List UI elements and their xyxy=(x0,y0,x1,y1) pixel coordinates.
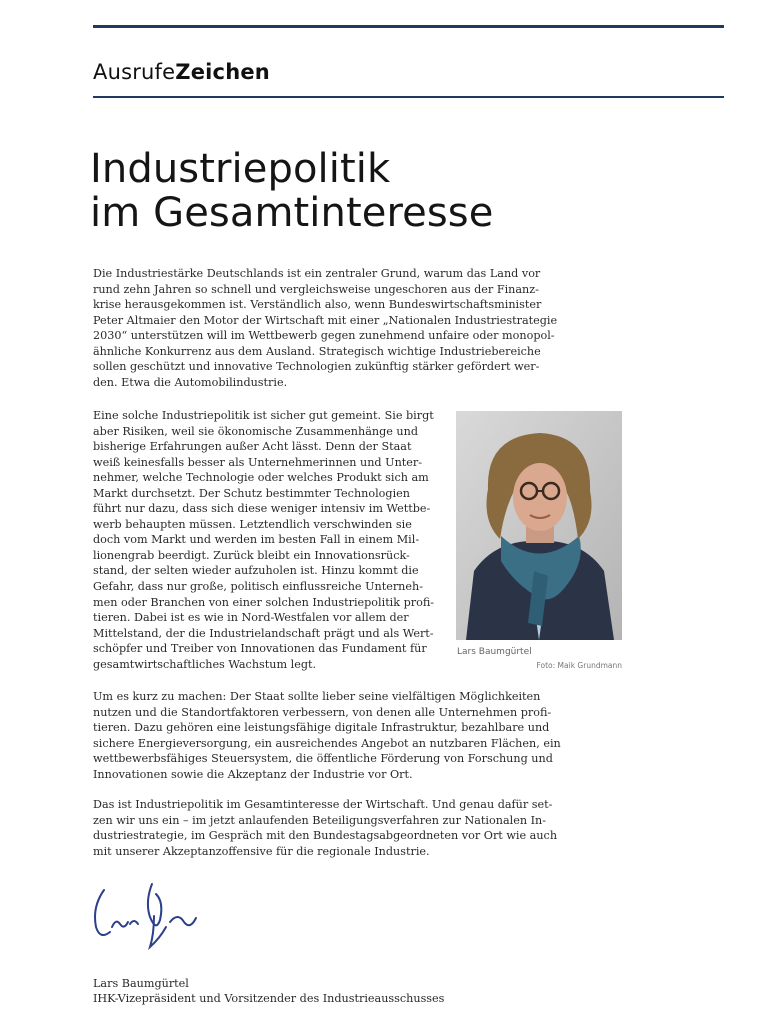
text-line: gesamtwirtschaftliches Wachstum legt. xyxy=(93,657,317,671)
paragraph-closing xyxy=(93,797,557,859)
text-line: dustriestrategie, im Gespräch mit den Bundestagsabgeordneten vor Ort wie auch xyxy=(93,829,558,843)
paragraph-intro xyxy=(93,266,557,390)
paragraph-conclusion xyxy=(93,689,561,782)
paragraph-risks xyxy=(93,408,434,672)
photo-credit: Foto: Maik Grundmann xyxy=(536,661,622,670)
text-line: sollen geschützt und innovative Technologien zukünftig stärker gefördert wer- xyxy=(93,360,540,374)
text-line: Eine solche Industriepolitik ist sicher gut gemeint. Sie birgt xyxy=(93,409,434,422)
text-line: Mittelstand, der die Industrielandschaft prägt und als Wert- xyxy=(93,626,434,640)
text-line: stand, der selten wieder aufzuholen ist. Hinzu kommt die xyxy=(93,564,419,578)
photo-caption: Lars Baumgürtel xyxy=(457,647,532,657)
text-line: Gefahr, dass nur große, politisch einflussreiche Unterneh- xyxy=(93,580,423,594)
text-line: Peter Altmaier den Motor der Wirtschaft mit einer „Nationalen Industriestrategie xyxy=(93,313,558,327)
text-line: tieren. Dazu gehören eine leistungsfähige digitale Infrastruktur, bezahlbare und xyxy=(93,721,550,735)
text-line: rund zehn Jahren so schnell und vergleichsweise ungeschoren aus der Finanz- xyxy=(93,282,539,296)
text-line: Um es kurz zu machen: Der Staat sollte lieber seine vielfältigen Möglichkeiten xyxy=(93,690,541,703)
text-line: men oder Branchen von einer solchen Industriepolitik profi- xyxy=(93,595,435,609)
text-line: zen wir uns ein – im jetzt anlaufenden Beteiligungsverfahren zur Nationalen In- xyxy=(93,813,546,827)
text-line: bisherige Erfahrungen außer Acht lässt. Denn der Staat xyxy=(93,440,412,454)
brand-part-1: Ausrufe xyxy=(93,60,176,84)
text-line: mit unserer Akzeptanzoffensive für die regionale Industrie. xyxy=(93,844,430,858)
brand-part-2: Zeichen xyxy=(175,60,270,84)
text-line: nutzen und die Standortfaktoren verbessern, von denen alle Unternehmen profi- xyxy=(93,705,552,719)
text-line: schöpfer und Treiber von Innovationen das Fundament für xyxy=(93,642,427,656)
top-rule xyxy=(93,25,724,28)
signer-name: Lars Baumgürtel xyxy=(93,977,189,990)
portrait-photo xyxy=(456,411,622,640)
text-line: nehmer, welche Technologie oder welches Produkt sich am xyxy=(93,471,429,485)
text-line: lionengrab beerdigt. Zurück bleibt ein Innovationsrück- xyxy=(93,548,410,562)
text-line: wettbewerbsfähiges Steuersystem, die öffentliche Förderung von Forschung und xyxy=(93,752,553,766)
text-line: doch vom Markt und werden im besten Fall in einem Mil- xyxy=(93,533,420,547)
title-line-2: im Gesamtinteresse xyxy=(90,190,494,236)
brand-logo xyxy=(93,62,270,83)
handwritten-signature xyxy=(90,872,210,952)
header-rule xyxy=(93,96,724,98)
text-line: Markt durchsetzt. Der Schutz bestimmter Technologien xyxy=(93,486,410,500)
title-line-1: Industriepolitik xyxy=(90,146,391,192)
text-line: Innovationen sowie die Akzeptanz der Industrie vor Ort. xyxy=(93,767,413,781)
text-line: ähnliche Konkurrenz aus dem Ausland. Strategisch wichtige Industriebereiche xyxy=(93,344,541,358)
text-line: den. Etwa die Automobilindustrie. xyxy=(93,375,288,389)
text-line: weiß keinesfalls besser als Unternehmerinnen und Unter- xyxy=(93,455,423,469)
text-line: führt nur dazu, dass sich diese weniger intensiv im Wettbe- xyxy=(93,502,431,516)
text-line: Das ist Industriepolitik im Gesamtinteresse der Wirtschaft. Und genau dafür set- xyxy=(93,798,553,811)
text-line: 2030“ unterstützen will im Wettbewerb gegen zunehmend unfaire oder monopol- xyxy=(93,329,555,343)
text-line: Die Industriestärke Deutschlands ist ein zentraler Grund, warum das Land vor xyxy=(93,267,541,280)
text-line: werb behaupten müssen. Letztendlich verschwinden sie xyxy=(93,517,412,531)
text-line: tieren. Dabei ist es wie in Nord-Westfalen vor allem der xyxy=(93,611,409,625)
portrait-illustration xyxy=(456,411,622,640)
text-line: aber Risiken, weil sie ökonomische Zusammenhänge und xyxy=(93,424,418,438)
text-line: krise herausgekommen ist. Verständlich also, wenn Bundeswirtschaftsminister xyxy=(93,298,542,312)
signer-role: IHK-Vizepräsident und Vorsitzender des Industrieausschusses xyxy=(93,992,445,1005)
text-line: sichere Energieversorgung, ein ausreichendes Angebot an nutzbaren Flächen, ein xyxy=(93,736,561,750)
page-title xyxy=(90,147,493,235)
